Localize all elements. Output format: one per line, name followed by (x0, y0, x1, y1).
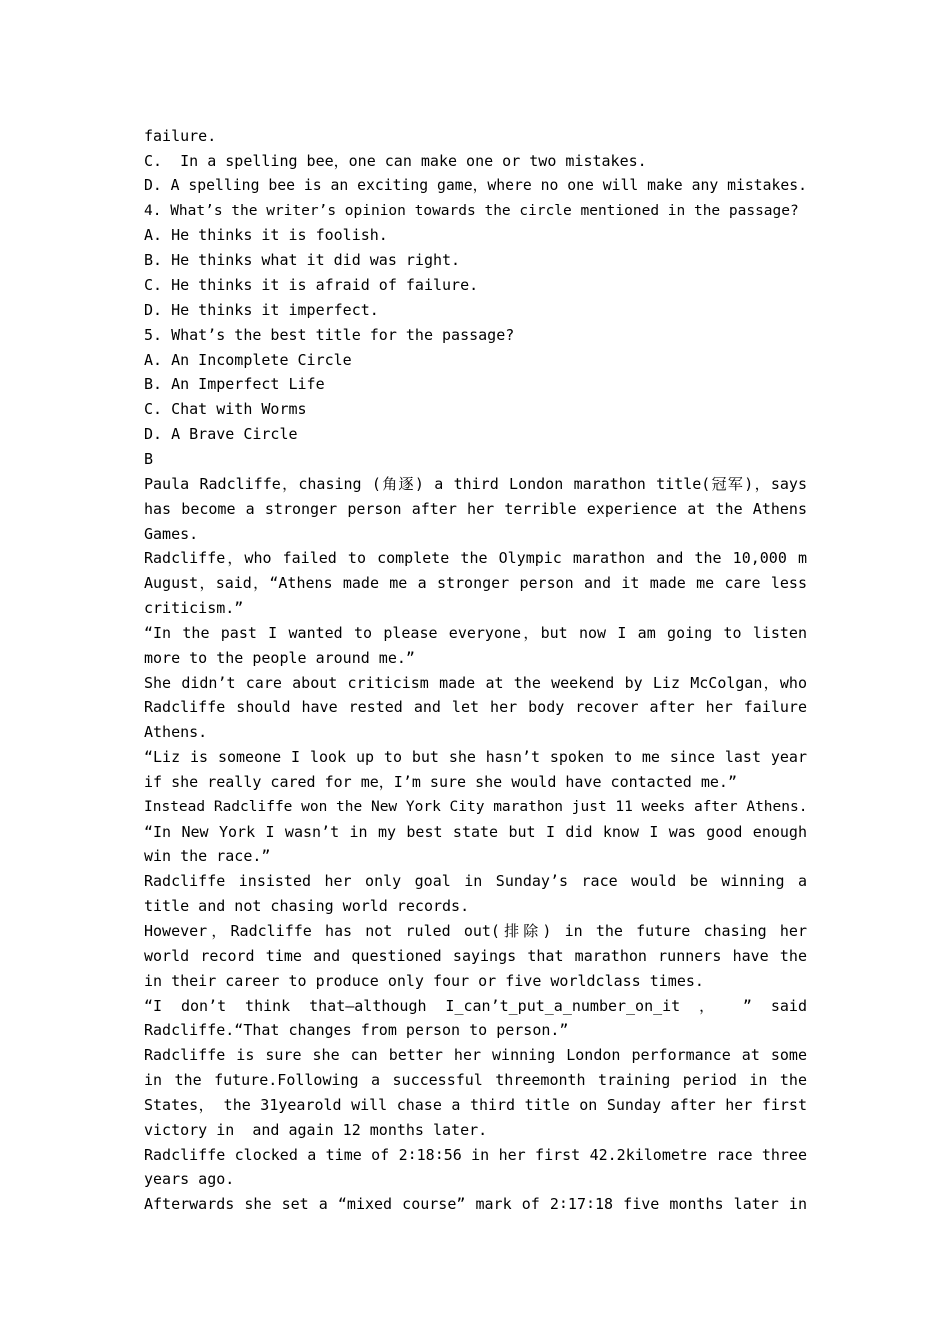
text-line: title and not chasing world records. (144, 897, 470, 916)
text-line: C. Chat with Worms (144, 400, 307, 419)
text-line: years ago. (144, 1170, 235, 1189)
text-line: B. An Imperfect Life (144, 375, 325, 394)
text-line: Radcliffe is sure she can better her winning London performance at some (144, 1046, 807, 1065)
text-line: Afterwards she set a “mixed course” mark of 2∶17∶18 five months later in (144, 1195, 807, 1214)
text-line: A. He thinks it is foolish. (144, 226, 388, 245)
text-line: August，said，“Athens made me a stronger person and it made me care less (144, 574, 807, 593)
text-line: Radcliffe clocked a time of 2∶18∶56 in her first 42.2kilometre race three (144, 1145, 807, 1164)
text-line: “I don’t think that—although I_can’t_put_a_number_on_it ， ” said (144, 996, 807, 1015)
document-page (144, 124, 807, 1217)
text-line: Paula Radcliffe，chasing (角逐) a third London marathon title(冠军)，says (144, 474, 807, 493)
text-line: criticism.” (144, 599, 244, 618)
text-line: failure. (144, 127, 217, 145)
text-line: B (144, 449, 154, 468)
text-line: “In New York I wasn’t in my best state but I did know I was good enough (144, 822, 807, 841)
text-line: Instead Radcliffe won the New York City marathon just 11 weeks after Athens. (144, 798, 807, 815)
text-line: A. An Incomplete Circle (144, 350, 352, 369)
text-line: Radcliffe.“That changes from person to person.” (144, 1021, 569, 1040)
text-line: world record time and questioned sayings that marathon runners have the (144, 946, 807, 965)
text-line: 4. What’s the writer’s opinion towards the circle mentioned in the passage? (144, 202, 799, 219)
text-line: more to the people around me.” (144, 648, 415, 667)
text-line: States， the 31yearold will chase a third title on Sunday after her first (144, 1095, 807, 1114)
text-line: D. A spelling bee is an exciting game，where no one will make any mistakes. (144, 176, 807, 194)
text-line: if she really cared for me，I’m sure she would have contacted me.” (144, 772, 737, 791)
text-line: win the race.” (144, 847, 271, 866)
text-line: “Liz is someone I look up to but she hasn’t spoken to me since last year (144, 748, 807, 767)
text-line: has become a stronger person after her terrible experience at the Athens (144, 499, 807, 518)
text-line: She didn’t care about criticism made at the weekend by Liz McColgan，who (144, 673, 807, 692)
text-line: victory in and again 12 months later. (144, 1120, 488, 1139)
text-line: Radcliffe should have rested and let her body recover after her failure (144, 698, 807, 717)
text-line: C. In a spelling bee，one can make one or two mistakes. (144, 151, 647, 170)
text-line: B. He thinks what it did was right. (144, 251, 461, 270)
text-line: D. He thinks it imperfect. (144, 300, 379, 319)
text-line: Radcliffe，who failed to complete the Olympic marathon and the 10,000 m (144, 549, 807, 568)
text-line: 5. What’s the best title for the passage? (144, 325, 515, 344)
text-line: Games. (144, 524, 199, 543)
text-line: However，Radcliffe has not ruled out(排除) in the future chasing her (144, 922, 807, 940)
text-line: C. He thinks it is afraid of failure. (144, 276, 479, 295)
text-line: in their career to produce only four or five worldclass times. (144, 971, 704, 990)
text-line: D. A Brave Circle (144, 425, 298, 444)
text-line: “In the past I wanted to please everyone，but now I am going to listen (144, 623, 807, 642)
text-line: Athens. (144, 723, 208, 742)
text-line: in the future.Following a successful threemonth training period in the (144, 1071, 807, 1090)
text-line: Radcliffe insisted her only goal in Sunday’s race would be winning a (144, 872, 807, 891)
